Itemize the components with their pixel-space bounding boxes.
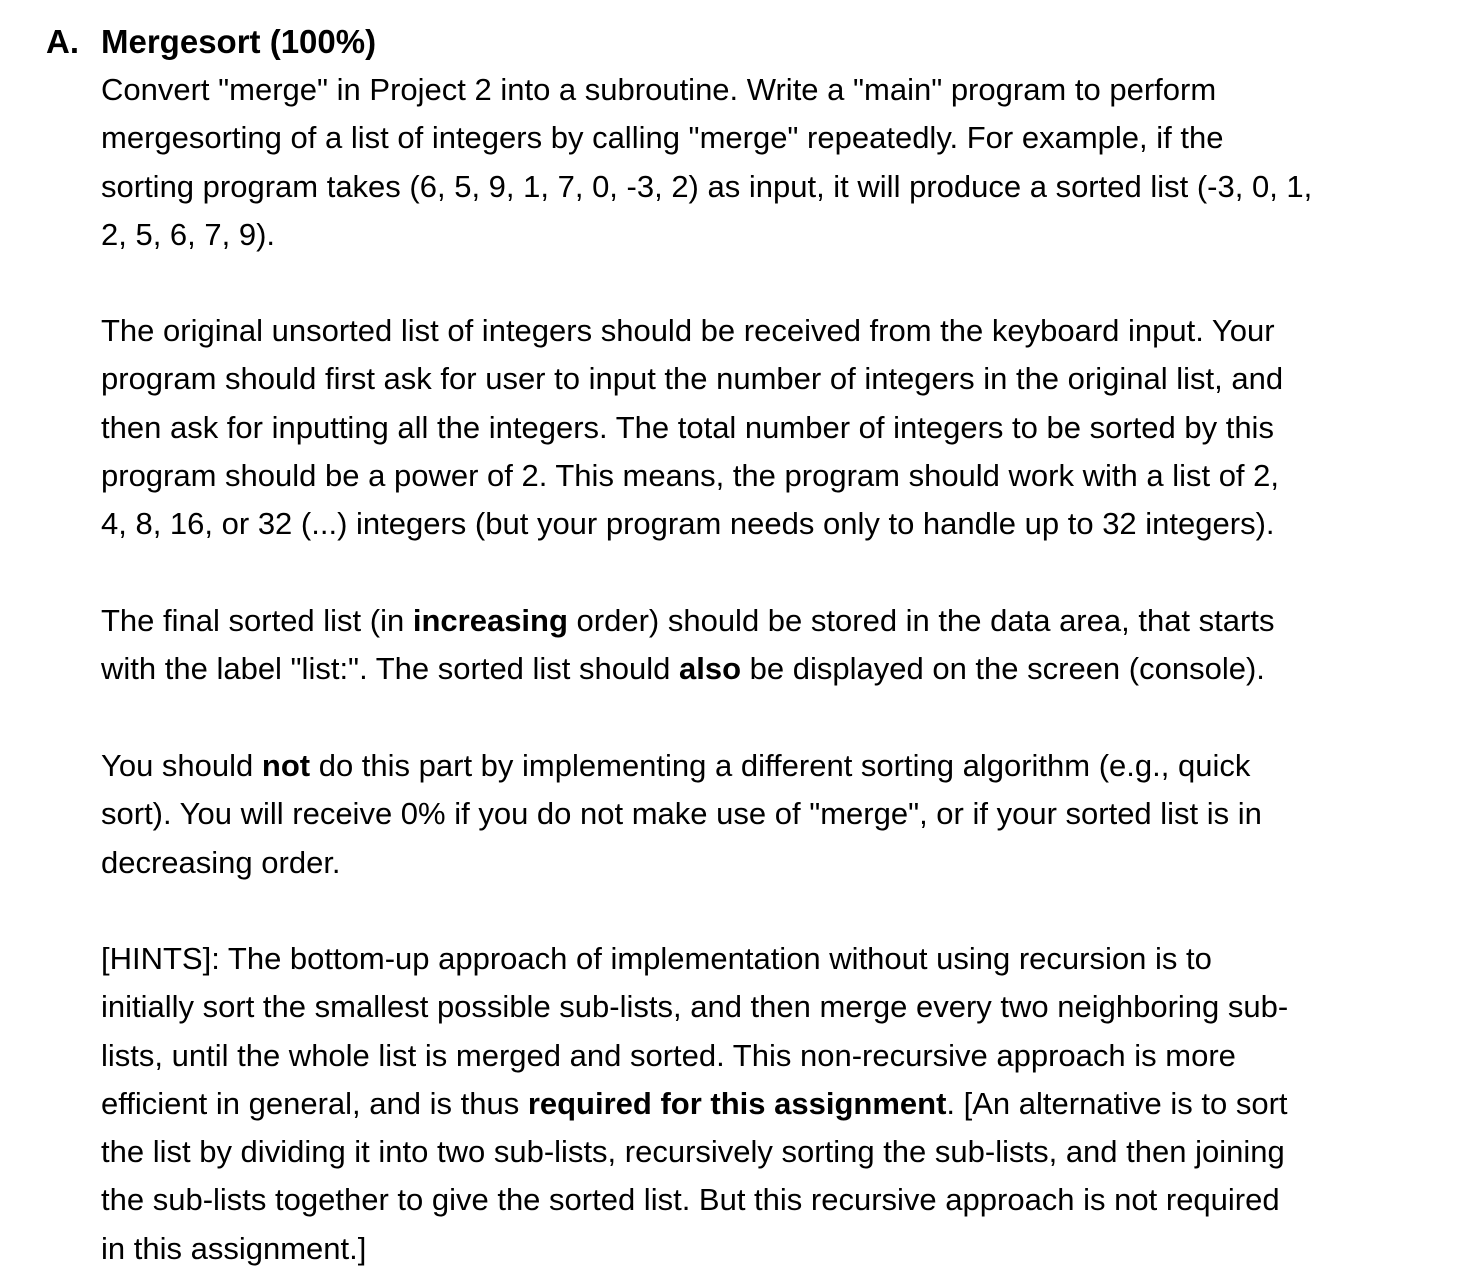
text-line: program should be a power of 2. This means, the program should work with a list of 2, [101,457,1280,493]
text-line: Convert "merge" in Project 2 into a subroutine. Write a "main" program to perform [101,72,1217,107]
text-run: The final sorted list (in [101,603,413,638]
paragraph-input-requirements [101,307,1431,548]
text-line: 2, 5, 6, 7, 9). [101,216,276,252]
text-line: the sub-lists together to give the sorted list. But this recursive approach is not required [101,1182,1280,1218]
text-line [101,742,1431,790]
text-line [101,597,1431,645]
text-run: order) should be stored in the data area, that starts [567,603,1275,638]
paragraph-hints [101,935,1431,1273]
paragraph-task-description [101,66,1431,259]
text-run: efficient in general, and is thus [101,1085,528,1121]
text-line [101,1080,1431,1128]
text-line [101,645,1431,693]
text-line: lists, until the whole list is merged and sorted. This non-recursive approach is more [101,1037,1236,1073]
text-run: You should [101,748,262,783]
text-line: 4, 8, 16, or 32 (...) integers (but your program needs only to handle up to 32 integers). [101,506,1275,542]
paragraph-restrictions [101,742,1431,887]
text-line: The original unsorted list of integers should be received from the keyboard input. Your [101,313,1275,348]
text-line: in this assignment.] [101,1230,367,1266]
text-run: be displayed on the screen (console). [741,651,1265,687]
paragraph-output-requirements [101,597,1431,694]
emphasis-also: also [679,651,742,687]
section-marker: A. [46,23,79,60]
text-run: . [An alternative is to sort [946,1085,1288,1121]
text-line: sorting program takes (6, 5, 9, 1, 7, 0, -3, 2) as input, it will produce a sorted list (-3, 0, 1, [101,168,1313,204]
text-line: then ask for inputting all the integers. The total number of integers to be sorted by this [101,409,1274,445]
text-line: mergesorting of a list of integers by calling "merge" repeatedly. For example, if the [101,120,1224,156]
text-line: program should first ask for user to input the number of integers in the original list, and [101,361,1284,397]
section-title: Mergesort (100%) [101,23,377,60]
section-heading [46,22,376,62]
emphasis-not: not [261,748,311,783]
text-line: [HINTS]: The bottom-up approach of implementation without using recursion is to [101,941,1212,976]
text-line: the list by dividing it into two sub-lists, recursively sorting the sub-lists, and then joining [101,1134,1285,1170]
emphasis-increasing: increasing [412,603,568,638]
text-line: decreasing order. [101,844,341,880]
text-run: do this part by implementing a different sorting algorithm (e.g., quick [310,748,1251,783]
text-line: initially sort the smallest possible sub-lists, and then merge every two neighboring sub- [101,989,1289,1025]
emphasis-required: required for this assignment [527,1085,947,1121]
text-run: with the label "list:". The sorted list should [101,651,679,687]
text-line: sort). You will receive 0% if you do not make use of "merge", or if your sorted list is in [101,796,1262,832]
